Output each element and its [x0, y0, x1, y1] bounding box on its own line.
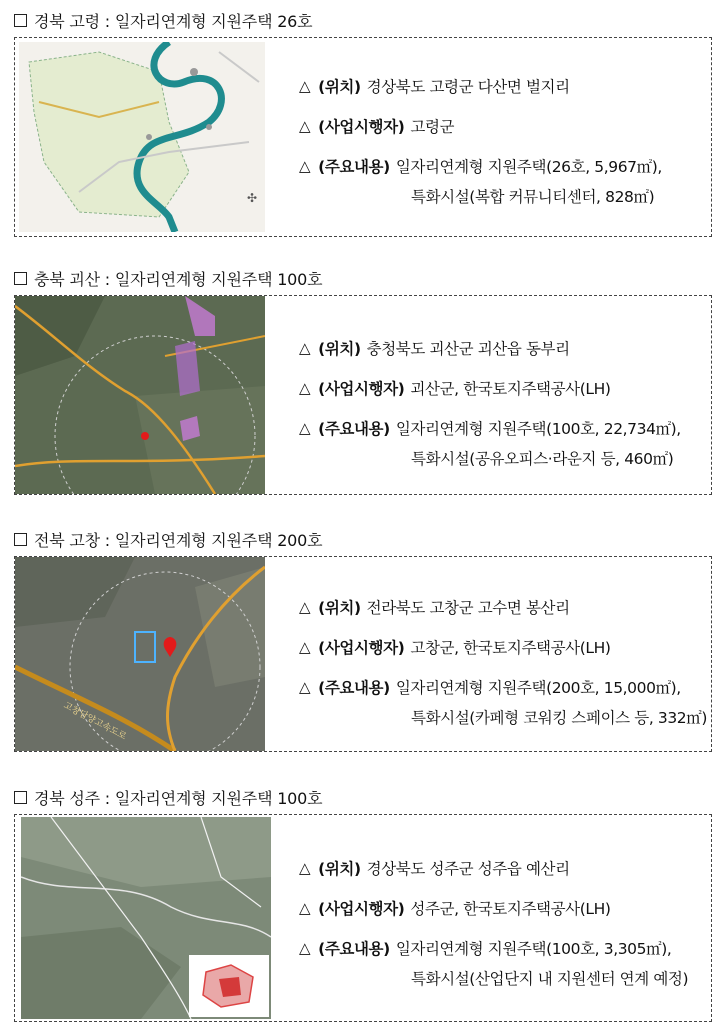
triangle-bullet-icon: △	[299, 117, 311, 135]
content-value-2: 특화시설(산업단지 내 지원센터 연계 예정)	[411, 970, 689, 988]
triangle-bullet-icon: △	[299, 77, 311, 95]
triangle-bullet-icon: △	[299, 678, 311, 696]
location-label: (위치)	[318, 340, 361, 358]
triangle-bullet-icon: △	[299, 157, 311, 175]
content-value-2: 특화시설(공유오피스·라운지 등, 460㎡)	[411, 450, 674, 468]
section-title	[14, 8, 312, 32]
checkbox-icon	[14, 272, 27, 285]
section-title	[14, 266, 322, 290]
location-line	[299, 336, 570, 360]
location-label: (위치)	[318, 78, 361, 96]
section-title-text: 경북 고령 : 일자리연계형 지원주택 26호	[34, 11, 313, 31]
operator-value: 괴산군, 한국토지주택공사(LH)	[410, 380, 611, 398]
operator-line	[299, 896, 611, 920]
content-line	[299, 154, 662, 178]
operator-label: (사업시행자)	[318, 118, 405, 136]
location-map-image	[15, 296, 265, 494]
location-value: 충청북도 괴산군 괴산읍 동부리	[366, 340, 570, 358]
triangle-bullet-icon: △	[299, 638, 311, 656]
content-label: (주요내용)	[318, 158, 390, 176]
section-title-text: 충북 괴산 : 일자리연계형 지원주택 100호	[34, 269, 323, 289]
section-title-text: 전북 고창 : 일자리연계형 지원주택 200호	[34, 530, 323, 550]
operator-line	[299, 114, 454, 138]
triangle-bullet-icon: △	[299, 899, 311, 917]
section-box	[14, 814, 712, 1022]
triangle-bullet-icon: △	[299, 598, 311, 616]
content-label: (주요내용)	[318, 420, 390, 438]
location-label: (위치)	[318, 860, 361, 878]
content-line	[299, 675, 681, 699]
location-value: 경상북도 고령군 다산면 벌지리	[366, 78, 570, 96]
content-line	[299, 416, 681, 440]
road-label: 고창담양고속도로	[61, 700, 128, 743]
content-value-1: 일자리연계형 지원주택(100호, 22,734㎡),	[395, 420, 681, 438]
checkbox-icon	[14, 14, 27, 27]
content-label: (주요내용)	[318, 940, 390, 958]
location-line	[299, 74, 570, 98]
operator-label: (사업시행자)	[318, 900, 405, 918]
operator-line	[299, 376, 611, 400]
location-label: (위치)	[318, 599, 361, 617]
location-line	[299, 856, 570, 880]
operator-line	[299, 635, 611, 659]
content-label: (주요내용)	[318, 679, 390, 697]
triangle-bullet-icon: △	[299, 859, 311, 877]
svg-text:✣: ✣	[247, 191, 258, 205]
checkbox-icon	[14, 791, 27, 804]
triangle-bullet-icon: △	[299, 419, 311, 437]
section-box	[14, 295, 712, 495]
operator-label: (사업시행자)	[318, 639, 405, 657]
operator-value: 성주군, 한국토지주택공사(LH)	[410, 900, 611, 918]
location-map-image	[21, 817, 271, 1019]
content-value-2: 특화시설(복합 커뮤니티센터, 828㎡)	[411, 188, 655, 206]
location-map-image	[19, 42, 265, 232]
operator-value: 고창군, 한국토지주택공사(LH)	[410, 639, 611, 657]
content-value-1: 일자리연계형 지원주택(100호, 3,305㎡),	[395, 940, 672, 958]
section-box	[14, 37, 712, 237]
checkbox-icon	[14, 533, 27, 546]
operator-label: (사업시행자)	[318, 380, 405, 398]
content-line	[299, 936, 671, 960]
location-value: 경상북도 성주군 성주읍 예산리	[366, 860, 570, 878]
section-box	[14, 556, 712, 752]
content-value-1: 일자리연계형 지원주택(200호, 15,000㎡),	[395, 679, 681, 697]
location-map-image	[15, 557, 265, 751]
location-line	[299, 595, 570, 619]
section-title-text: 경북 성주 : 일자리연계형 지원주택 100호	[34, 788, 323, 808]
section-title	[14, 527, 322, 551]
content-value-1: 일자리연계형 지원주택(26호, 5,967㎡),	[395, 158, 662, 176]
triangle-bullet-icon: △	[299, 379, 311, 397]
location-value: 전라북도 고창군 고수면 봉산리	[366, 599, 570, 617]
triangle-bullet-icon: △	[299, 339, 311, 357]
operator-value: 고령군	[410, 118, 455, 136]
content-value-2: 특화시설(카페형 코워킹 스페이스 등, 332㎡)	[411, 709, 708, 727]
section-title	[14, 785, 322, 809]
triangle-bullet-icon: △	[299, 939, 311, 957]
